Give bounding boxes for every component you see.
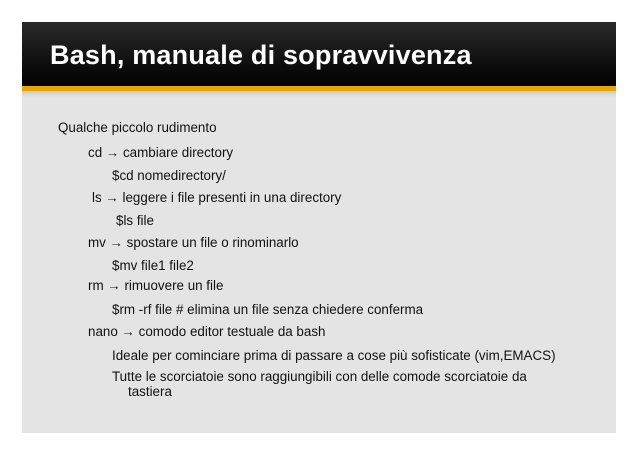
title-bar	[22, 22, 616, 86]
slide-title: Bash, manuale di sopravvivenza	[50, 40, 472, 70]
command-rm: rm → rimuovere un file	[88, 278, 224, 293]
example-rm: $rm -rf file # elimina un file senza chiedere conferma	[112, 302, 424, 317]
nano-note-2-continued: tastiera	[128, 384, 172, 399]
example-cd: $cd nomedirectory/	[112, 168, 226, 183]
command-cd: cd → cambiare directory	[88, 145, 234, 160]
command-mv: mv → spostare un file o rinominarlo	[88, 235, 299, 250]
nano-note-2: Tutte le scorciatoie sono raggiungibili con delle comode scorciatoie da	[112, 369, 527, 384]
command-nano: nano → comodo editor testuale da bash	[88, 324, 326, 339]
slide	[22, 22, 616, 433]
example-mv: $mv file1 file2	[112, 258, 194, 273]
accent-shadow	[22, 91, 616, 97]
command-ls: ls → leggere i file presenti in una directory	[92, 190, 342, 205]
example-ls: $ls file	[116, 213, 154, 228]
intro-line: Qualche piccolo rudimento	[58, 120, 217, 135]
nano-note-1: Ideale per cominciare prima di passare a cose più sofisticate (vim,EMACS)	[112, 348, 556, 363]
